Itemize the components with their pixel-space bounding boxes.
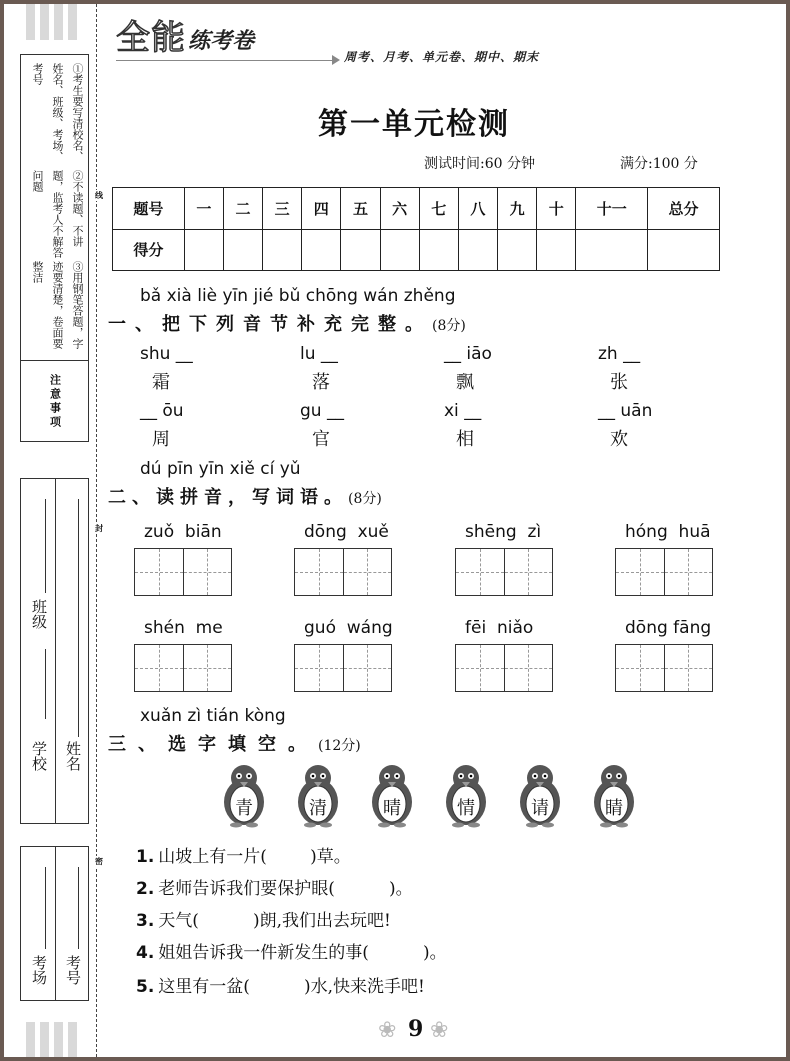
s3-question[interactable] [136,906,391,931]
score-header-cell: 九 [498,188,537,230]
page-title: 第一单元检测 [318,107,510,142]
grid-cell[interactable] [505,645,553,691]
s3-question[interactable] [136,842,351,867]
s2-points: (8分) [348,491,382,507]
flower-icon: ❀ [378,1018,397,1043]
cut-mark-2: 封 [95,523,103,533]
score-row [113,229,720,271]
notes-text: ①考生要写清校名、姓名、班级、考场、考号 ②不读题、不讲题，监考人不解答问题 ③用钢笔答题，字迹要清楚，卷面要整洁 [31,63,84,350]
grid-cell[interactable] [135,549,184,595]
s3-pinyin: xuǎn zì tián kòng [140,706,286,726]
score-row-label: 得分 [113,229,185,271]
s2-item-pinyin: dōng xuě [304,522,389,542]
notice-title: 注意事项 [48,374,62,430]
s2-item-pinyin: dōng fāng [625,618,712,638]
score-header-cell: 题号 [113,188,185,230]
penguin-char-card [514,762,566,828]
grid-cell[interactable] [295,645,344,691]
grid-cell[interactable] [616,549,665,595]
s1-item-pinyin[interactable]: xi __ [444,401,482,421]
s2-writing-grid[interactable] [455,644,553,692]
penguin-char-card [588,762,640,828]
score-cell[interactable] [537,229,576,271]
score-cell[interactable] [263,229,302,271]
score-header-cell: 一 [184,188,223,230]
penguin-char: 清 [309,798,327,819]
s3-question[interactable] [136,874,413,899]
brand [116,10,254,59]
number-label: 考号 [64,955,82,985]
grid-cell[interactable] [456,549,505,595]
cut-mark-1: 线 [95,190,103,200]
s1-item-pinyin[interactable]: shu __ [140,344,193,364]
s2-writing-grid[interactable] [294,644,392,692]
score-header-cell: 四 [302,188,341,230]
s2-item-pinyin: zuǒ biān [144,522,222,542]
question-text: 天气( )朗,我们出去玩吧! [158,911,391,931]
score-cell[interactable] [648,229,720,271]
s1-item-hanzi: 张 [610,372,628,393]
s3-title [108,730,361,756]
page-number: 9 [408,1016,424,1042]
score-header-cell: 六 [380,188,419,230]
grid-cell[interactable] [135,645,184,691]
cut-mark-3: 密 [95,856,103,866]
s2-writing-grid[interactable] [134,548,232,596]
grid-cell[interactable] [456,645,505,691]
s2-writing-grid[interactable] [294,548,392,596]
flower-icon: ❀ [430,1018,449,1043]
question-number: 1. [136,847,155,867]
penguin-char-card [440,762,492,828]
score-cell[interactable] [223,229,262,271]
score-table [112,187,720,271]
s2-writing-grid[interactable] [615,644,713,692]
grid-cell[interactable] [295,549,344,595]
arrow-icon [332,55,340,65]
s2-title [108,483,382,509]
score-cell[interactable] [380,229,419,271]
s1-item-hanzi: 官 [312,429,330,450]
number-field[interactable] [78,867,79,949]
exam-info-box [20,846,89,1001]
question-number: 3. [136,911,155,931]
s2-title-text: 二、读拼音，写词语。 [108,487,348,508]
room-field[interactable] [45,867,46,949]
question-text: 这里有一盆( )水,快来洗手吧! [158,977,425,997]
s1-item-pinyin[interactable]: __ iāo [444,344,492,364]
s2-writing-grid[interactable] [615,548,713,596]
s1-item-pinyin[interactable]: gu __ [300,401,344,421]
s3-points: (12分) [318,738,361,754]
brand-big: 全能 [116,18,186,58]
score-header-cell: 十一 [576,188,648,230]
s2-item-pinyin: shén me [144,618,223,638]
penguin-char-card [366,762,418,828]
s3-title-text: 三、选字填空。 [108,734,318,755]
s3-question[interactable] [136,938,447,963]
question-text: 姐姐告诉我一件新发生的事( )。 [158,943,447,963]
info-box [20,478,89,824]
exam-page [4,4,786,1057]
question-number: 4. [136,943,155,963]
penguin-char: 青 [235,798,253,819]
s1-item-hanzi: 相 [456,429,474,450]
grid-cell[interactable] [344,549,392,595]
s1-item-hanzi: 落 [312,372,330,393]
grid-cell[interactable] [505,549,553,595]
question-number: 5. [136,977,155,997]
score-header-cell: 七 [419,188,458,230]
grid-cell[interactable] [665,645,713,691]
grid-cell[interactable] [665,549,713,595]
grid-cell[interactable] [184,645,232,691]
s1-item-hanzi: 飘 [456,372,474,393]
s1-title [108,310,466,336]
penguin-char-card [218,762,270,828]
s1-item-hanzi: 霜 [152,372,170,393]
s1-pinyin: bǎ xià liè yīn jié bǔ chōng wán zhěng [140,286,456,306]
question-text: 山坡上有一片( )草。 [158,847,351,867]
score-header-cell: 八 [458,188,497,230]
score-cell[interactable] [576,229,648,271]
penguin-char: 晴 [383,798,401,819]
s2-item-pinyin: hóng huā [625,522,711,542]
s1-item-hanzi: 欢 [610,429,628,450]
class-field[interactable] [45,649,46,719]
brand-underline [116,60,336,61]
score-info: 满分:100 分 [620,156,698,172]
question-text: 老师告诉我们要保护眼( )。 [158,879,413,899]
s3-question[interactable] [136,972,425,997]
score-header-cell: 三 [263,188,302,230]
s2-pinyin: dú pīn yīn xiě cí yǔ [140,459,301,479]
score-cell[interactable] [341,229,380,271]
time-info: 测试时间:60 分钟 [424,156,535,172]
name-field[interactable] [78,679,79,737]
question-number: 2. [136,879,155,899]
s1-item-pinyin[interactable]: __ ōu [140,401,184,421]
score-cell[interactable] [498,229,537,271]
score-cell[interactable] [184,229,223,271]
school-label: 学校 [30,741,48,771]
room-label: 考场 [30,955,48,985]
grid-cell[interactable] [344,645,392,691]
brand-subtitle: 周考、月考、单元卷、期中、期末 [344,50,540,64]
s1-item-pinyin[interactable]: lu __ [300,344,338,364]
score-header-row [113,188,720,230]
score-header-cell: 总分 [648,188,720,230]
score-cell[interactable] [458,229,497,271]
score-cell[interactable] [302,229,341,271]
grid-cell[interactable] [184,549,232,595]
s1-points: (8分) [432,318,466,334]
score-header-cell: 十 [537,188,576,230]
penguin-char: 睛 [605,798,623,819]
s1-item-pinyin[interactable]: __ uān [598,401,653,421]
brand-small: 练考卷 [188,29,255,54]
s1-item-hanzi: 周 [152,429,170,450]
penguin-char-card [292,762,344,828]
score-header-cell: 五 [341,188,380,230]
s2-writing-grid[interactable] [134,644,232,692]
s1-item-pinyin[interactable]: zh __ [598,344,641,364]
s2-item-pinyin: shēng zì [465,522,542,542]
s2-item-pinyin: guó wáng [304,618,393,638]
s1-title-text: 一、把下列音节补充完整。 [108,314,432,335]
score-header-cell: 二 [223,188,262,230]
grid-cell[interactable] [616,645,665,691]
penguin-char: 请 [531,798,549,819]
s2-writing-grid[interactable] [455,548,553,596]
score-cell[interactable] [419,229,458,271]
s2-item-pinyin: fēi niǎo [465,618,534,638]
name-label: 姓名 [64,741,82,771]
class-label: 班级 [30,599,48,629]
penguin-char: 情 [457,798,475,819]
